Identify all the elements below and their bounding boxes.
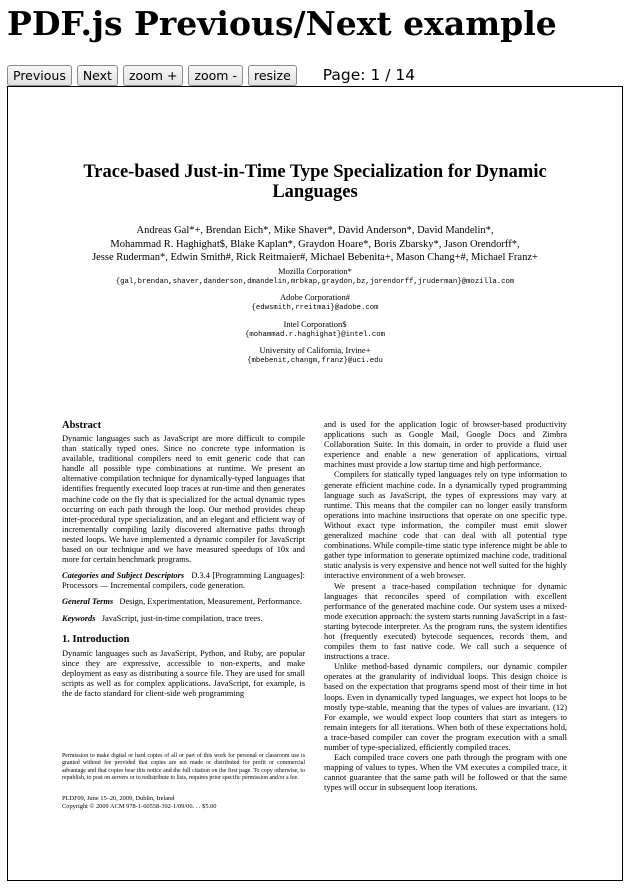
keywords xyxy=(62,614,305,624)
affiliation-email: {mohammad.r.haghighat}@intel.com xyxy=(244,331,386,339)
zoom-in-button[interactable]: zoom + xyxy=(123,65,183,86)
affiliation-name: University of California, Irvine+ xyxy=(259,345,371,355)
paragraph: Compilers for statically typed languages rely on type information to generate efficient machine code. In a dynamically typed programming language such as JavaScript, the types of expressions may vary at runtime. This means that the compiler can no longer easily transform operations into machine instructions that operate on one specific type. Without exact type information, the compiler must emit slower generalized machine code that can deal with all potential type combinations. While compile-time static type inference might be able to gather type information to generate optimized machine code, traditional static analysis is very expensive and hence not well suited for the highly interactive environment of a web browser. xyxy=(324,470,567,581)
affiliation-email: {mbebenit,changm,franz}@uci.edu xyxy=(247,357,383,365)
abstract-text: Dynamic languages such as JavaScript are more difficult to compile than statically typed ones. Since no concrete type information is available, traditional compilers need to emit generic code that can handle all possible type combinations at runtime. We present an alternative compilation technique for dynamically-typed languages that identifies frequently executed loop traces at run-time and then generates machine code on the fly that is specialized for the actual dynamic types occurring on each path through the loop. Our method provides cheap inter-procedural type specialization, and an elegant and efficient way of incrementally compiling lazily discovered alternative paths through nested loops. We have implemented a dynamic compiler for JavaScript based on our technique and we have measured speedups of 10x and more for certain benchmark programs. xyxy=(62,434,305,565)
affiliation-adobe xyxy=(38,292,592,314)
affiliation-intel xyxy=(38,319,592,341)
author-line: Jesse Ruderman*, Edwin Smith#, Rick Reitmaier#, Michael Bebenita+, Mason Chang+#, Michael Franz+ xyxy=(92,252,538,263)
affiliation-name: Intel Corporation$ xyxy=(283,319,347,329)
general-terms xyxy=(62,597,305,607)
zoom-out-button[interactable]: zoom - xyxy=(188,65,243,86)
paragraph: Each compiled trace covers one path through the program with one mapping of values to types. When the VM executes a compiled trace, it cannot guarantee that the same path will be followed or that the same types will occur in subsequent loop iterations. xyxy=(324,753,567,793)
author-line: Andreas Gal*+, Brendan Eich*, Mike Shaver*, David Anderson*, David Mandelin*, xyxy=(136,225,494,236)
previous-button[interactable]: Previous xyxy=(7,65,72,86)
left-column xyxy=(62,420,305,699)
affiliation-mozilla xyxy=(38,266,592,288)
general-terms-heading: General Terms xyxy=(62,597,114,607)
affiliation-name: Mozilla Corporation* xyxy=(278,266,352,276)
paragraph: and is used for the application logic of browser-based productivity applications such as Google Mail, Google Docs and Zimbra Collaboration Suite. In this domain, in order to provide a fluid user experience and enable a new generation of applications, virtual machines must provide a low startup time and high performance. xyxy=(324,420,567,470)
categories xyxy=(62,571,305,591)
keywords-heading: Keywords xyxy=(62,613,96,623)
page-title: PDF.js Previous/Next example xyxy=(7,4,557,43)
paragraph: We present a trace-based compilation technique for dynamic languages that reconciles speed of compilation with excellent performance of the generated machine code. Our system uses a mixed-mode execution approach: the system starts running JavaScript in a fast-starting bytecode interpreter. As the program runs, the system identifies hot (frequently executed) bytecode sequences, records them, and compiles them to fast native code. We call such a sequence of instructions a trace. xyxy=(324,581,567,662)
keywords-text: JavaScript, just-in-time compilation, trace trees. xyxy=(101,613,263,623)
abstract-heading: Abstract xyxy=(62,420,102,431)
conference-line: PLDI'09, June 15–20, 2009, Dublin, Ireland xyxy=(62,795,175,802)
categories-heading: Categories and Subject Descriptors xyxy=(62,571,185,581)
affiliation-email: {edwsmith,rreitmai}@adobe.com xyxy=(251,304,379,312)
paragraph: Unlike method-based dynamic compilers, our dynamic compiler operates at the granularity of individual loops. This design choice is based on the expectation that programs spend most of their time in hot loops. Even in dynamically typed languages, we expect hot loops to be mostly type-stable, meaning that the types of values are invariant. (12) For example, we would expect loop counters that start as integers to remain integers for all iterations. When both of these expectations hold, a trace-based compiler can cover the program execution with a small number of type-specialized, efficiently compiled traces. xyxy=(324,662,567,752)
permission-notice xyxy=(62,753,305,782)
page-indicator: Page: 1 / 14 xyxy=(322,66,416,84)
affiliation-uci xyxy=(38,345,592,367)
author-line: Mohammad R. Haghighat$, Blake Kaplan*, Graydon Hoare*, Boris Zbarsky*, Jason Orendorff*, xyxy=(110,238,520,250)
general-terms-text: Design, Experimentation, Measurement, Performance. xyxy=(119,597,302,607)
introduction-text: Dynamic languages such as JavaScript, Python, and Ruby, are popular since they are expressive, accessible to non-experts, and make deployment as easy as distributing a source file. They are used for small scripts as well as for complex applications. JavaScript, for example, is the de facto standard for client-side web programming xyxy=(62,648,305,698)
categories-text: D.3.4 [Programming Languages]: Processors — Incremental compilers, code generation. xyxy=(62,571,305,591)
affiliation-name: Adobe Corporation# xyxy=(279,292,351,302)
copyright-line: Copyright © 2009 ACM 978-1-60558-392-1/09/06. . . $5.00 xyxy=(62,803,217,810)
paper-title: Trace-based Just-in-Time Type Specialization for Dynamic Languages xyxy=(83,162,547,202)
pdf-canvas[interactable] xyxy=(7,86,623,881)
introduction-heading: 1. Introduction xyxy=(62,633,130,645)
affiliation-email: {gal,brendan,shaver,danderson,dmandelin,mrbkap,graydon,bz,jorendorff,jruderman}@mozilla.com xyxy=(115,278,515,286)
author-list xyxy=(38,224,592,265)
permission-text: Permission to make digital or hard copies of all or part of this work for personal or classroom use is granted without fee provided that copies are not made or distributed for profit or commercial advantage and that copies bear this notice and the full citation on the first page. To copy otherwise, to republish, to post on servers or to redistribute to lists, requires prior specific permission and/or a fee. xyxy=(62,753,305,781)
right-column xyxy=(324,420,567,793)
resize-button[interactable]: resize xyxy=(248,65,297,86)
toolbar xyxy=(7,64,415,86)
next-button[interactable]: Next xyxy=(77,65,118,86)
